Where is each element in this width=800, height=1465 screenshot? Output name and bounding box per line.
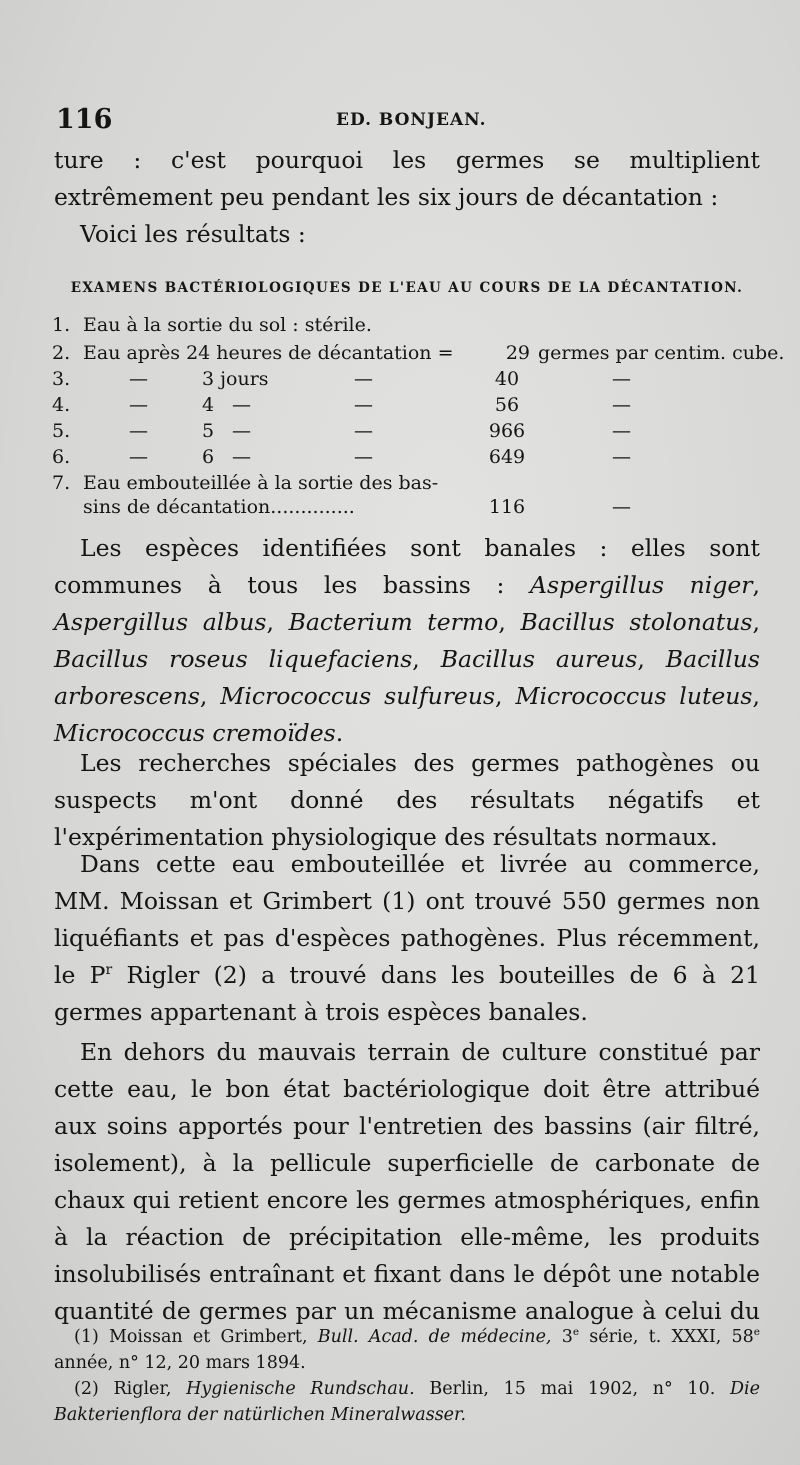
row-number: 2. [52, 342, 71, 364]
row-number: 1. [52, 314, 71, 336]
pathogens-text: Les recherches spéciales des germes pathogènes ou suspects m'ont donné des résultats négatifs et l'expérimentation physiologique des résultats normaux. [54, 749, 760, 851]
day-number: 3 [202, 368, 215, 390]
footnote-text: (1) Moissan et Grimbert, [74, 1327, 308, 1347]
species-name: Bacterium termo [288, 608, 499, 636]
page-header [56, 104, 756, 144]
ditto-dash: — [612, 496, 631, 518]
species-name: Micrococcus cremoïdes [54, 719, 336, 747]
species-name: Micrococcus luteus [515, 682, 753, 710]
table-row [52, 420, 760, 444]
footnote-text: (2) Rigler, [74, 1379, 172, 1399]
footnote-text: 3 [561, 1327, 573, 1347]
species-paragraph: Les espèces identifiées sont banales : elles sont communes à tous les bassins : Aspergillus niger, Aspergillus albus, Bacterium termo, Bacillus stolonatus, Bacillus roseus liquefaciens, Bacillus aureus, Bacillus arborescens, Micrococcus sulfureus, Micrococcus luteus, Micrococcus cremoïdes. [54, 534, 760, 747]
day-number: 5 [202, 420, 215, 442]
ditto-dash: — [129, 394, 148, 416]
commerce-paragraph [54, 846, 760, 1031]
species-name: Bacillus stolonatus [520, 608, 753, 636]
germ-count: 116 [488, 496, 526, 518]
hors-text: En dehors du mauvais terrain de culture constitué par cette eau, le bon état bactériologique doit être attribué aux soins apportés pour l'entretien des bassins (air filtré, isolement), à la pellicule superficielle de carbonate de chaux qui retient encore les germes atmosphériques, enfin à la réaction de précipitation elle-même, les produits insolubilisés entraînant et fixant dans le dépôt une notable quantité de germes par un mécanisme analogue à celui du [54, 1038, 760, 1325]
footnotes [54, 1324, 760, 1428]
row-number: 5. [52, 420, 71, 442]
table-row [52, 314, 760, 338]
species-name: Micrococcus sulfureus [220, 682, 496, 710]
row-number: 6. [52, 446, 71, 468]
species-name: Bacillus aureus [440, 645, 638, 673]
footnote-2 [54, 1376, 760, 1428]
commerce-text-b: Rigler (2) a trouvé dans les bouteilles de 6 à 21 germes appartenant à trois espèces banales. [54, 961, 760, 1026]
row-number: 7. [52, 472, 71, 494]
days-label: jours [220, 368, 269, 390]
species-name: Aspergillus niger [530, 571, 753, 599]
table-row [52, 446, 760, 470]
journal-title: Bull. Acad. de médecine, [317, 1327, 552, 1347]
ditto-dash: — [612, 420, 631, 442]
germ-count: 29 [505, 342, 530, 364]
ditto-dash: — [232, 394, 251, 416]
page-number: 116 [56, 104, 113, 135]
ditto-dash: — [232, 446, 251, 468]
ditto-dash: — [129, 446, 148, 468]
intro-block [54, 142, 760, 253]
row-description-continued: sins de décantation.............. [83, 496, 355, 518]
day-number: 4 [202, 394, 215, 416]
germ-count: 40 [494, 368, 520, 390]
ditto-dash: — [129, 420, 148, 442]
row-number: 4. [52, 394, 71, 416]
ditto-dash: — [354, 446, 373, 468]
ditto-dash: — [354, 420, 373, 442]
unit-label: germes par centim. cube. [538, 342, 785, 364]
table-row [52, 472, 760, 496]
intro-text: ture : c'est pourquoi les germes se multiplient extrêmement peu pendant les six jours de décantation : [54, 146, 760, 211]
journal-title: Hygienische Rundschau. [186, 1379, 415, 1399]
ditto-dash: — [612, 446, 631, 468]
table-row [52, 496, 760, 520]
ditto-dash: — [354, 394, 373, 416]
germ-count: 649 [488, 446, 526, 468]
footnote-text: année, n° 12, 20 mars 1894. [54, 1353, 306, 1373]
ditto-dash: — [129, 368, 148, 390]
hors-paragraph [54, 1034, 760, 1330]
table-row [52, 394, 760, 418]
row-description: Eau après 24 heures de décantation = [83, 342, 454, 364]
footnote-text: Berlin, 15 mai 1902, n° 10. [429, 1379, 716, 1399]
row-description: Eau embouteillée à la sortie des bas- [83, 472, 439, 494]
germ-count: 966 [488, 420, 526, 442]
day-number: 6 [202, 446, 215, 468]
ditto-dash: — [612, 394, 631, 416]
species-lead: Les espèces identifiées sont banales : elles sont communes à tous les bassins : [54, 534, 760, 599]
results-intro: Voici les résultats : [80, 220, 306, 248]
species-name: Bacillus arborescens [54, 645, 760, 710]
ditto-dash: — [232, 420, 251, 442]
row-description: Eau à la sortie du sol : stérile. [83, 314, 372, 336]
table-caption: EXAMENS BACTÉRIOLOGIQUES DE L'EAU AU COURS DE LA DÉCANTATION. [70, 280, 744, 296]
day-count [202, 368, 269, 390]
ditto-dash: — [612, 368, 631, 390]
table-row [52, 342, 785, 366]
superscript: e [753, 1326, 760, 1339]
table-row [52, 368, 760, 392]
germ-count: 56 [494, 394, 520, 416]
article-title: Die Bakterienflora der natürlichen Mineralwasser. [54, 1379, 760, 1425]
commerce-text-a: Dans cette eau embouteillée et livrée au commerce, MM. Moissan et Grimbert (1) ont trouvé 550 germes non liquéfiants et pas d'espèces pathogènes. Plus récemment, le P [54, 850, 760, 989]
species-name: Bacillus roseus liquefaciens [54, 645, 413, 673]
footnote-text: série, t. XXXI, 58 [579, 1327, 754, 1347]
superscript: r [105, 962, 113, 979]
running-head: ED. BONJEAN. [336, 110, 487, 130]
pathogens-paragraph [54, 745, 760, 856]
ditto-dash: — [354, 368, 373, 390]
superscript: e [572, 1326, 580, 1339]
footnote-1 [54, 1324, 760, 1376]
species-name: Aspergillus albus [54, 608, 267, 636]
row-number: 3. [52, 368, 71, 390]
